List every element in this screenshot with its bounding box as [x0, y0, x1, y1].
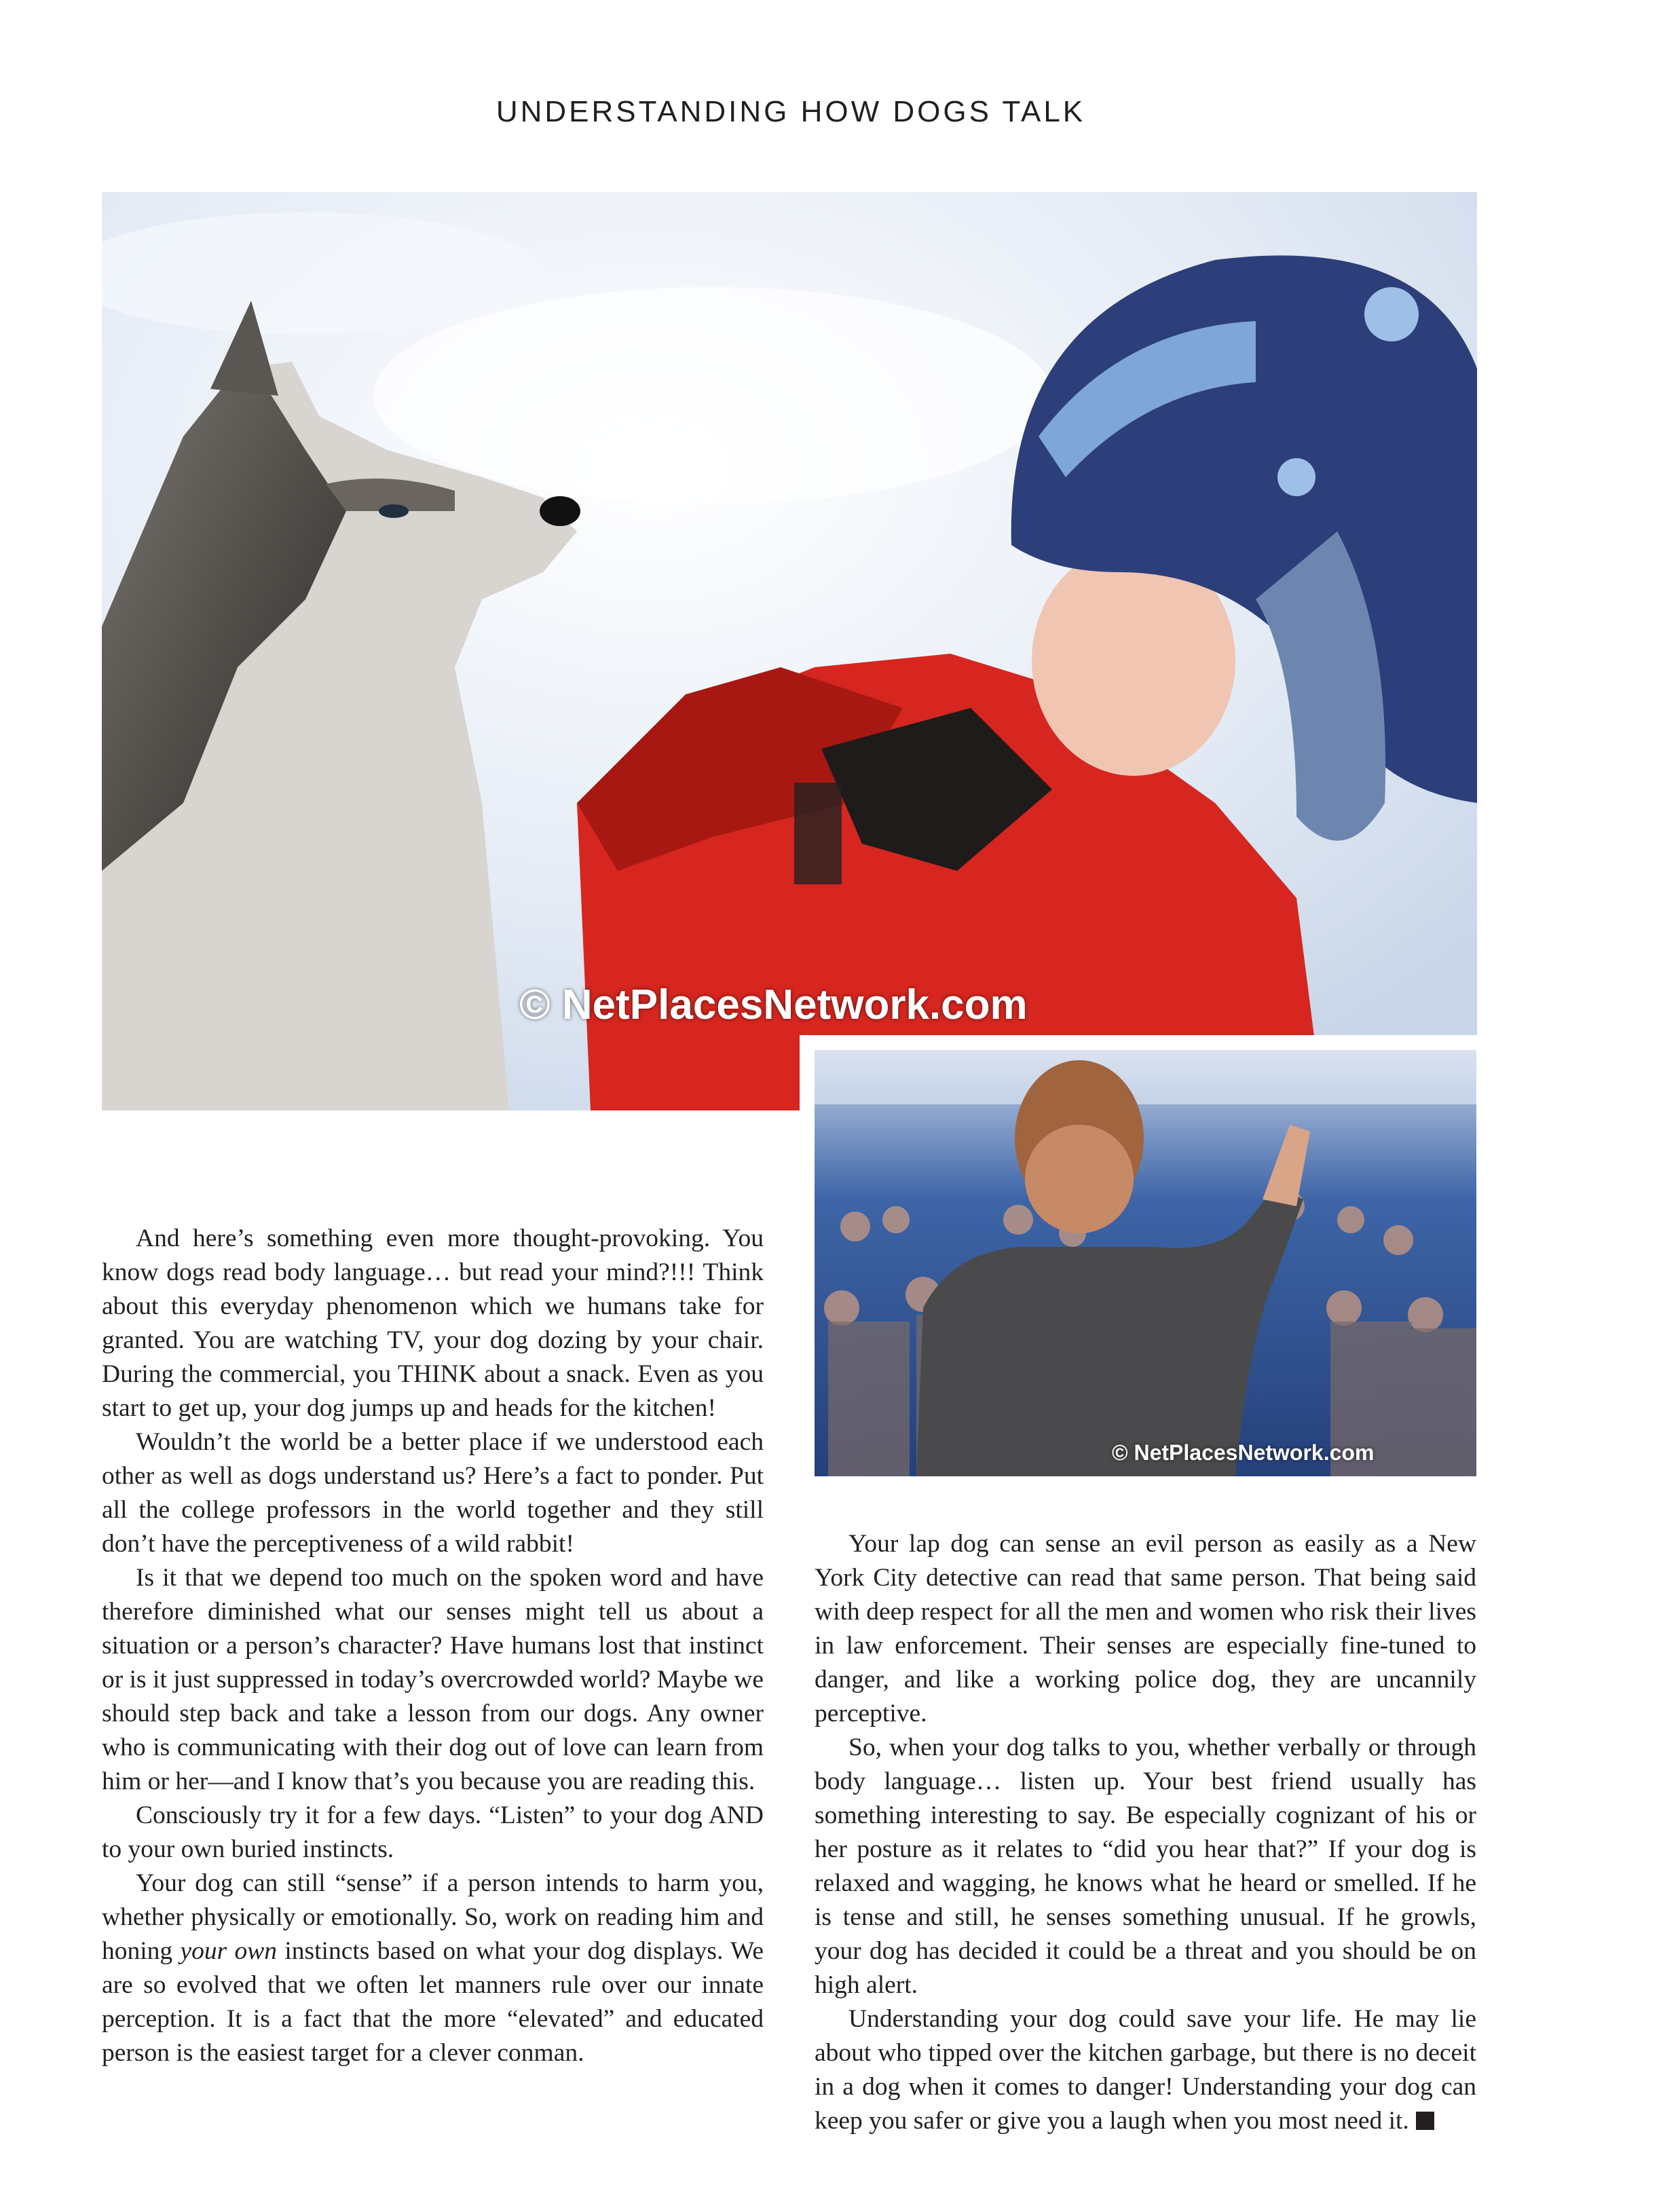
husky-child-photo: [102, 192, 1477, 1110]
paragraph: Is it that we depend too much on the spoken word and have therefore diminished what our senses might tell us about a situation or a person’s character? Have humans lost that instinct or is it just suppressed in today’s overcrowded world? Maybe we should step back and take a lesson from our dogs. Any owner who is communicating with their dog out of love can learn from him or her—and I know that’s you because you are reading this.: [102, 1564, 764, 1795]
paragraph: And here’s something even more thought-provoking. You know dogs read body language… but read your mind?!!! Think about this everyday phenomenon which we humans take for granted. You are watching TV, your dog dozing by your chair. During the commercial, you THINK about a snack. Even as you start to get up, your dog jumps up and heads for the kitchen!: [102, 1224, 764, 1422]
paragraph: [102, 1867, 764, 2070]
right-column: [815, 1527, 1476, 2138]
left-column: [102, 1222, 764, 2070]
paragraph: Consciously try it for a few days. “Listen” to your dog AND to your own buried instincts.: [102, 1801, 764, 1863]
image-watermark-inset: © NetPlacesNetwork.com: [1112, 1440, 1375, 1465]
image-watermark-main: © NetPlacesNetwork.com: [519, 981, 1028, 1028]
paragraph: Wouldn’t the world be a better place if we understood each other as well as dogs understand us? Here’s a fact to ponder. Put all the college professors in the world together and they still don’t have the perceptiveness of a wild rabbit!: [102, 1428, 764, 1558]
paragraph: Your lap dog can sense an evil person as easily as a New York City detective can read that same person. That being said with deep respect for all the men and women who risk their lives in law enforcement. Their senses are especially fine-tuned to danger, and like a working police dog, they are uncannily perceptive.: [815, 1530, 1476, 1727]
end-of-article-mark: [1416, 2112, 1434, 2130]
speaker-audience-photo: [815, 1050, 1476, 1476]
paragraph: So, when your dog talks to you, whether verbally or through body language… listen up. Your best friend usually has something interesting to say. Be especially cognizant of his or her posture as it relates to “did you hear that?” If your dog is relaxed and wagging, he knows what he heard or smelled. If he is tense and still, he senses something unusual. If he growls, your dog has decided it could be a threat and you should be on high alert.: [815, 1734, 1476, 1999]
paragraph-text: Understanding your dog could save your life. He may lie about who tipped over the kitchen garbage, but there is no deceit in a dog when it comes to danger! Understanding your dog can keep you safer or give you a laugh when you most need it.: [815, 2005, 1476, 2135]
running-head: UNDERSTANDING HOW DOGS TALK: [496, 95, 1086, 128]
paragraph-text: instincts based on what your dog displays. We are so evolved that we often let manners rule over our innate perception. It is a fact that the more “elevated” and educated person is the easiest target for a clever conman.: [102, 1937, 764, 2067]
italic-emphasis: your own: [180, 1937, 278, 1965]
paragraph: [815, 2002, 1476, 2138]
paragraph-text: Your dog can still “sense” if a person intends to harm you, whether physically or emotionally. So, work on reading him and honing: [102, 1869, 764, 1965]
